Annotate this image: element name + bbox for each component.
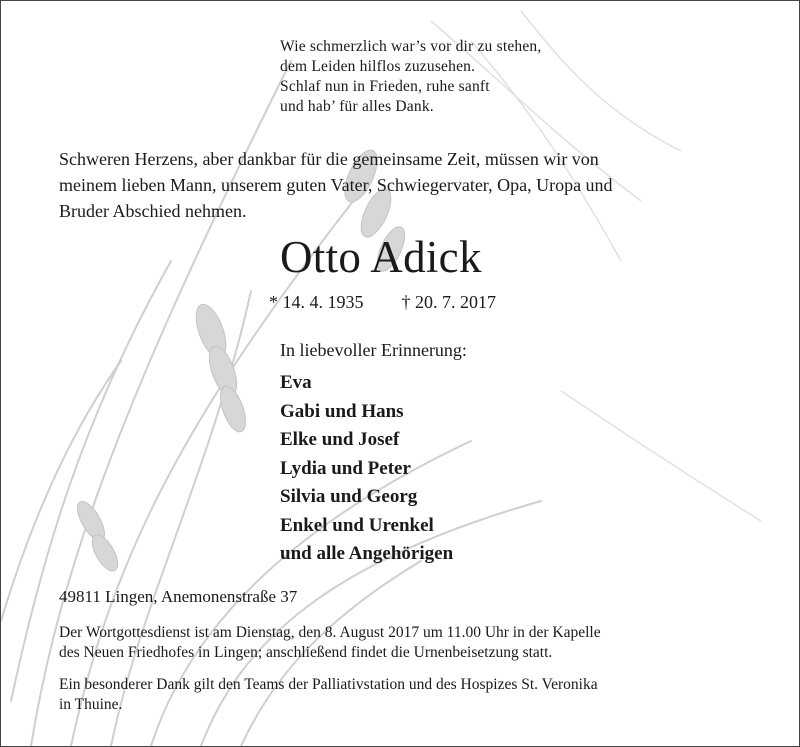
life-dates <box>269 290 496 314</box>
birth-date: * 14. 4. 1935 <box>269 292 364 312</box>
deceased-name: Otto Adick <box>280 232 482 282</box>
address: 49811 Lingen, Anemonenstraße 37 <box>59 587 298 606</box>
intro-line: meinem lieben Mann, unserem guten Vater, Schwiegervater, Opa, Uropa und <box>59 175 613 195</box>
poem-line: dem Leiden hilflos zuzusehen. <box>280 58 476 75</box>
mourner-entry: Eva <box>280 372 312 393</box>
poem-line: und hab’ für alles Dank. <box>280 98 434 115</box>
service-info <box>59 623 759 663</box>
thanks-note <box>59 675 759 715</box>
mourner-entry: Gabi und Hans <box>280 400 404 422</box>
mourner-entry: Elke und Josef <box>280 429 400 450</box>
mourner-entry: Silvia und Georg <box>280 486 418 507</box>
intro-line: Bruder Abschied nehmen. <box>59 201 247 221</box>
intro-line: Schweren Herzens, aber dankbar für die gemeinsame Zeit, müssen wir von <box>59 149 599 169</box>
poem-line: Wie schmerzlich war’s vor dir zu stehen, <box>280 38 542 55</box>
mourner-entry: Lydia und Peter <box>280 457 411 479</box>
death-date: † 20. 7. 2017 <box>401 292 496 312</box>
memory-heading: In liebevoller Erinnerung: <box>280 340 467 360</box>
thanks-line: in Thuine. <box>59 696 123 713</box>
service-line: Der Wortgottesdienst ist am Dienstag, den 8. August 2017 um 11.00 Uhr in der Kapelle <box>59 624 601 641</box>
intro-text <box>59 146 749 224</box>
poem <box>280 37 541 117</box>
mourner-entry: Enkel und Urenkel <box>280 514 434 536</box>
thanks-line: Ein besonderer Dank gilt den Teams der Palliativstation und des Hospizes St. Veronika <box>59 676 598 693</box>
mourners-list <box>280 369 453 569</box>
mourner-entry: und alle Angehörigen <box>280 543 454 564</box>
poem-line: Schlaf nun in Frieden, ruhe sanft <box>280 78 490 95</box>
service-line: des Neuen Friedhofes in Lingen; anschließend findet die Urnenbeisetzung statt. <box>59 644 553 661</box>
